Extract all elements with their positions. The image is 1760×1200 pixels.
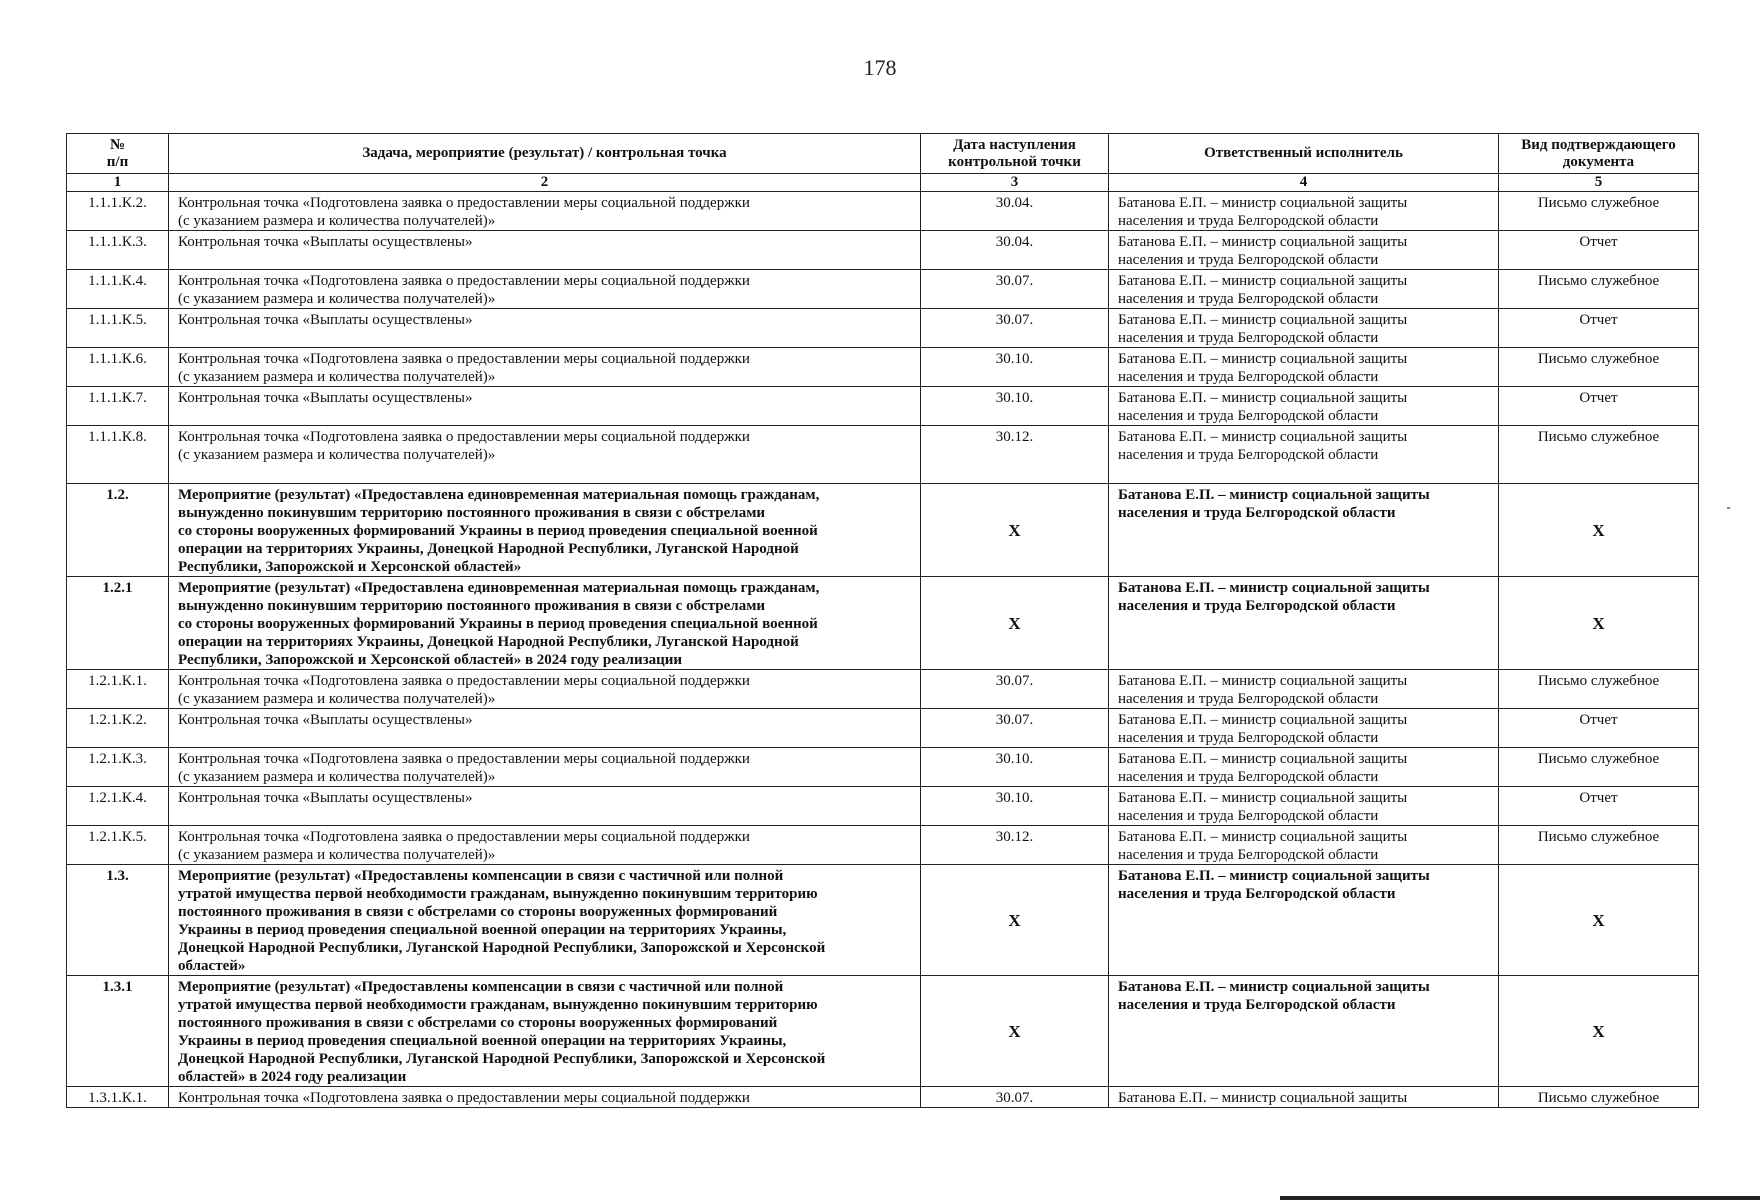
scan-speck xyxy=(1727,507,1730,509)
table-row xyxy=(67,577,1699,670)
table-row xyxy=(67,270,1699,309)
table-row xyxy=(67,387,1699,426)
row-task: Контрольная точка «Выплаты осуществлены» xyxy=(169,709,921,748)
column-numbers-row xyxy=(67,174,1699,192)
row-task: Контрольная точка «Подготовлена заявка о предоставлении меры социальной поддержки (с указанием размера и количества получателей)» xyxy=(169,348,921,387)
row-responsible: Батанова Е.П. – министр социальной защиты населения и труда Белгородской области xyxy=(1109,670,1499,709)
table-body xyxy=(67,192,1699,1108)
row-date: X xyxy=(921,484,1109,577)
row-date: 30.07. xyxy=(921,709,1109,748)
row-document-type: Отчет xyxy=(1499,709,1699,748)
row-task: Мероприятие (результат) «Предоставлены компенсации в связи с частичной или полной утратой имущества первой необходимости гражданам, вынужденно покинувшим территорию постоянного проживания в связи с обстрелами со стороны вооруженных формирований Украины в период проведения специальной военной операции на территориях Украины, Донецкой Народной Республики, Луганской Народной Республики, Запорожской и Херсонской областей» в 2024 году реализации xyxy=(169,976,921,1087)
row-document-type: X xyxy=(1499,976,1699,1087)
row-task: Контрольная точка «Подготовлена заявка о предоставлении меры социальной поддержки (с указанием размера и количества получателей)» xyxy=(169,192,921,231)
table-row xyxy=(67,865,1699,976)
table-row xyxy=(67,426,1699,484)
row-responsible: Батанова Е.П. – министр социальной защиты населения и труда Белгородской области xyxy=(1109,787,1499,826)
row-responsible: Батанова Е.П. – министр социальной защиты населения и труда Белгородской области xyxy=(1109,826,1499,865)
row-task: Контрольная точка «Подготовлена заявка о предоставлении меры социальной поддержки (с указанием размера и количества получателей)» xyxy=(169,426,921,484)
row-document-type: Отчет xyxy=(1499,787,1699,826)
row-document-type: Письмо служебное xyxy=(1499,348,1699,387)
row-number: 1.3.1.К.1. xyxy=(67,1087,169,1108)
row-document-type: Письмо служебное xyxy=(1499,670,1699,709)
row-number: 1.2.1.К.4. xyxy=(67,787,169,826)
table-row xyxy=(67,309,1699,348)
row-task: Мероприятие (результат) «Предоставлена единовременная материальная помощь гражданам, вынужденно покинувшим территорию постоянного проживания в связи с обстрелами со стороны вооруженных формирований Украины в период проведения специальной военной операции на территориях Украины, Донецкой Народной Республики, Луганской Народной Республики, Запорожской и Херсонской областей» в 2024 году реализации xyxy=(169,577,921,670)
row-document-type: Отчет xyxy=(1499,387,1699,426)
row-number: 1.2.1.К.2. xyxy=(67,709,169,748)
row-date: 30.10. xyxy=(921,748,1109,787)
row-responsible: Батанова Е.П. – министр социальной защиты населения и труда Белгородской области xyxy=(1109,387,1499,426)
row-number: 1.2.1 xyxy=(67,577,169,670)
row-document-type: Письмо служебное xyxy=(1499,270,1699,309)
table-row xyxy=(67,192,1699,231)
table-header-row xyxy=(67,134,1699,174)
row-responsible: Батанова Е.П. – министр социальной защиты населения и труда Белгородской области xyxy=(1109,348,1499,387)
row-document-type: X xyxy=(1499,865,1699,976)
row-number: 1.1.1.К.2. xyxy=(67,192,169,231)
row-responsible: Батанова Е.П. – министр социальной защиты населения и труда Белгородской области xyxy=(1109,484,1499,577)
row-task: Контрольная точка «Подготовлена заявка о предоставлении меры социальной поддержки (с указанием размера и количества получателей)» xyxy=(169,748,921,787)
row-task: Контрольная точка «Подготовлена заявка о предоставлении меры социальной поддержки xyxy=(169,1087,921,1108)
table-row xyxy=(67,231,1699,270)
row-date: 30.07. xyxy=(921,670,1109,709)
row-number: 1.1.1.К.7. xyxy=(67,387,169,426)
header-number: № п/п xyxy=(67,134,169,174)
row-number: 1.1.1.К.3. xyxy=(67,231,169,270)
row-task: Контрольная точка «Выплаты осуществлены» xyxy=(169,387,921,426)
row-responsible: Батанова Е.П. – министр социальной защиты xyxy=(1109,1087,1499,1108)
row-responsible: Батанова Е.П. – министр социальной защиты населения и труда Белгородской области xyxy=(1109,192,1499,231)
column-number: 3 xyxy=(921,174,1109,192)
table-row xyxy=(67,1087,1699,1108)
row-task: Контрольная точка «Выплаты осуществлены» xyxy=(169,231,921,270)
table-row xyxy=(67,748,1699,787)
row-task: Мероприятие (результат) «Предоставлена единовременная материальная помощь гражданам, вынужденно покинувшим территорию постоянного проживания в связи с обстрелами со стороны вооруженных формирований Украины в период проведения специальной военной операции на территориях Украины, Донецкой Народной Республики, Луганской Народной Республики, Запорожской и Херсонской областей» xyxy=(169,484,921,577)
row-responsible: Батанова Е.П. – министр социальной защиты населения и труда Белгородской области xyxy=(1109,270,1499,309)
row-responsible: Батанова Е.П. – министр социальной защиты населения и труда Белгородской области xyxy=(1109,309,1499,348)
header-task: Задача, мероприятие (результат) / контрольная точка xyxy=(169,134,921,174)
row-task: Контрольная точка «Подготовлена заявка о предоставлении меры социальной поддержки (с указанием размера и количества получателей)» xyxy=(169,270,921,309)
row-task: Контрольная точка «Выплаты осуществлены» xyxy=(169,787,921,826)
scan-edge-line xyxy=(1280,1196,1760,1200)
row-document-type: Письмо служебное xyxy=(1499,1087,1699,1108)
row-responsible: Батанова Е.П. – министр социальной защиты населения и труда Белгородской области xyxy=(1109,865,1499,976)
row-document-type: Письмо служебное xyxy=(1499,192,1699,231)
row-number: 1.1.1.К.4. xyxy=(67,270,169,309)
header-responsible: Ответственный исполнитель xyxy=(1109,134,1499,174)
row-responsible: Батанова Е.П. – министр социальной защиты населения и труда Белгородской области xyxy=(1109,231,1499,270)
row-date: 30.12. xyxy=(921,826,1109,865)
row-date: 30.07. xyxy=(921,309,1109,348)
header-document-type: Вид подтверждающего документа xyxy=(1499,134,1699,174)
row-date: 30.10. xyxy=(921,348,1109,387)
row-number: 1.1.1.К.6. xyxy=(67,348,169,387)
row-responsible: Батанова Е.П. – министр социальной защиты населения и труда Белгородской области xyxy=(1109,426,1499,484)
row-date: 30.10. xyxy=(921,787,1109,826)
row-date: 30.07. xyxy=(921,1087,1109,1108)
row-number: 1.2.1.К.5. xyxy=(67,826,169,865)
row-task: Мероприятие (результат) «Предоставлены компенсации в связи с частичной или полной утратой имущества первой необходимости гражданам, вынужденно покинувшим территорию постоянного проживания в связи с обстрелами со стороны вооруженных формирований Украины в период проведения специальной военной операции на территориях Украины, Донецкой Народной Республики, Луганской Народной Республики, Запорожской и Херсонской областей» xyxy=(169,865,921,976)
table-row xyxy=(67,670,1699,709)
table-row xyxy=(67,709,1699,748)
row-date: 30.04. xyxy=(921,231,1109,270)
row-document-type: X xyxy=(1499,484,1699,577)
row-document-type: Письмо служебное xyxy=(1499,426,1699,484)
row-number: 1.1.1.К.8. xyxy=(67,426,169,484)
row-number: 1.3.1 xyxy=(67,976,169,1087)
row-number: 1.2. xyxy=(67,484,169,577)
row-date: X xyxy=(921,577,1109,670)
row-number: 1.3. xyxy=(67,865,169,976)
row-date: 30.10. xyxy=(921,387,1109,426)
row-date: 30.07. xyxy=(921,270,1109,309)
row-number: 1.2.1.К.3. xyxy=(67,748,169,787)
row-date: X xyxy=(921,865,1109,976)
row-document-type: Письмо служебное xyxy=(1499,826,1699,865)
row-document-type: Письмо служебное xyxy=(1499,748,1699,787)
page-number: 178 xyxy=(863,55,897,80)
table-row xyxy=(67,826,1699,865)
row-number: 1.1.1.К.5. xyxy=(67,309,169,348)
row-date: X xyxy=(921,976,1109,1087)
row-task: Контрольная точка «Подготовлена заявка о предоставлении меры социальной поддержки (с указанием размера и количества получателей)» xyxy=(169,826,921,865)
column-number: 1 xyxy=(67,174,169,192)
row-responsible: Батанова Е.П. – министр социальной защиты населения и труда Белгородской области xyxy=(1109,976,1499,1087)
control-points-table xyxy=(66,133,1699,1108)
table-row xyxy=(67,348,1699,387)
row-document-type: X xyxy=(1499,577,1699,670)
row-task: Контрольная точка «Подготовлена заявка о предоставлении меры социальной поддержки (с указанием размера и количества получателей)» xyxy=(169,670,921,709)
table-row xyxy=(67,787,1699,826)
row-document-type: Отчет xyxy=(1499,309,1699,348)
row-date: 30.04. xyxy=(921,192,1109,231)
row-responsible: Батанова Е.П. – министр социальной защиты населения и труда Белгородской области xyxy=(1109,748,1499,787)
column-number: 4 xyxy=(1109,174,1499,192)
row-task: Контрольная точка «Выплаты осуществлены» xyxy=(169,309,921,348)
row-date: 30.12. xyxy=(921,426,1109,484)
row-responsible: Батанова Е.П. – министр социальной защиты населения и труда Белгородской области xyxy=(1109,577,1499,670)
column-number: 5 xyxy=(1499,174,1699,192)
table-row xyxy=(67,484,1699,577)
table-row xyxy=(67,976,1699,1087)
column-number: 2 xyxy=(169,174,921,192)
row-number: 1.2.1.К.1. xyxy=(67,670,169,709)
row-document-type: Отчет xyxy=(1499,231,1699,270)
row-responsible: Батанова Е.П. – министр социальной защиты населения и труда Белгородской области xyxy=(1109,709,1499,748)
header-date: Дата наступления контрольной точки xyxy=(921,134,1109,174)
